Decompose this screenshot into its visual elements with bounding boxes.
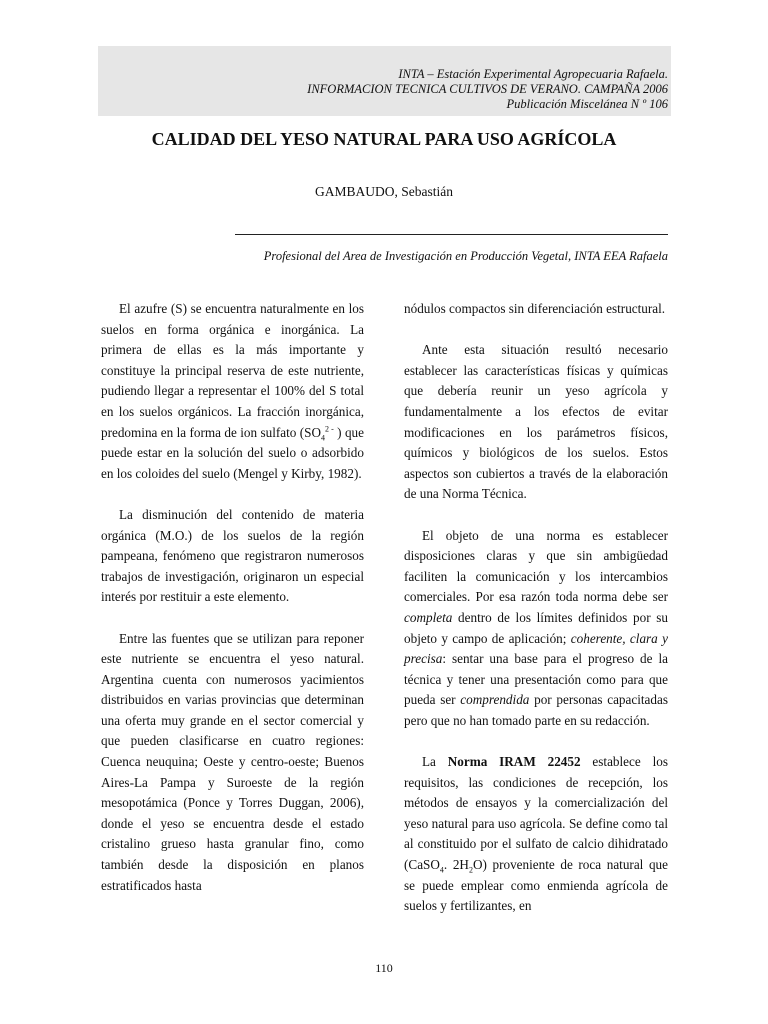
paragraph: El objeto de una norma es establecer disposiciones claras y que sin ambigüedad faciliten la comunicación y los intercambios comerciales. Por esa razón toda norma debe ser completa dentro de los límites definidos por su objeto y campo de aplicación; coherente, clara y precisa: sentar una base para el progreso de la técnica y tener una presentación como para que pueda ser comprendida por personas capacitadas pero que no han tomado parte en su redacción. — [404, 527, 668, 728]
header-institution: INTA – Estación Experimental Agropecuaria Rafaela. — [398, 67, 668, 81]
paragraph: El azufre (S) se encuentra naturalmente en los suelos en forma orgánica e inorgánica. La primera de ellas es la más importante y constituye la principal reserva de este nutriente, pudiendo llegar a representar el 100% del S total en los suelos orgánicos. La fracción inorgánica, predomina en la forma de ion sulfato ($SO_4^{2 -}$ ) que puede estar en la solución del suelo o adsorbido en los coloides del suelo (Mengel y Kirby, 1982). — [101, 301, 364, 481]
left-column — [101, 299, 364, 917]
paragraph: nódulos compactos sin diferenciación estructural. — [404, 301, 666, 316]
author: GAMBAUDO, Sebastián — [315, 184, 453, 199]
divider — [235, 234, 668, 235]
right-column — [404, 299, 668, 937]
document-title: CALIDAD DEL YESO NATURAL PARA USO AGRÍCOLA — [151, 129, 617, 149]
header-issue: Publicación Miscelánea N º 106 — [506, 97, 668, 111]
affiliation: Profesional del Area de Investigación en Producción Vegetal, INTA EEA Rafaela — [263, 249, 668, 263]
paragraph: La disminución del contenido de materia orgánica (M.O.) de los suelos de la región pampeana, fenómeno que registraron numerosos trabajos de investigación, originaron un especial interés por restituir a este elemento. — [101, 506, 364, 605]
header-publication: INFORMACION TECNICA CULTIVOS DE VERANO. CAMPAÑA 2006 — [307, 82, 668, 96]
paragraph: Entre las fuentes que se utilizan para reponer este nutriente se encuentra el yeso natural. Argentina cuenta con numerosos yacimientos distribuidos en varias provincias que determinan una oferta muy grande en el sector comercial y que pueden clasificarse en cuatro regiones: Cuenca neuquina; Oeste y centro-oeste; Buenos Aires-La Pampa y Suroeste de la región mesopotámica (Ponce y Torres Duggan, 2006), donde el yeso se encuentra desde el estado cristalino grueso hasta granular fino, como también desde la disposición en planos estratificados hasta — [101, 630, 364, 893]
paragraph: Ante esta situación resultó necesario establecer las características físicas y químicas que debería reunir un yeso agrícola y fundamentalmente a los efectos de evitar modificaciones en los parámetros físicos, químicos y biológicos de los suelos. Estos aspectos son cubiertos a través de la elaboración de una Norma Técnica. — [404, 342, 668, 502]
page-number: 110 — [375, 961, 393, 975]
paragraph: La Norma IRAM 22452 establece los requisitos, las condiciones de recepción, los métodos de ensayos y la comercialización del yeso natural para uso agrícola. Se define como tal al constituido por el sulfato de calcio dihidratado (CaSO$_4$. $2H_2O$) proveniente de roca natural que se puede emplear como enmienda agrícola de suelos y fertilizantes, en — [404, 754, 668, 914]
